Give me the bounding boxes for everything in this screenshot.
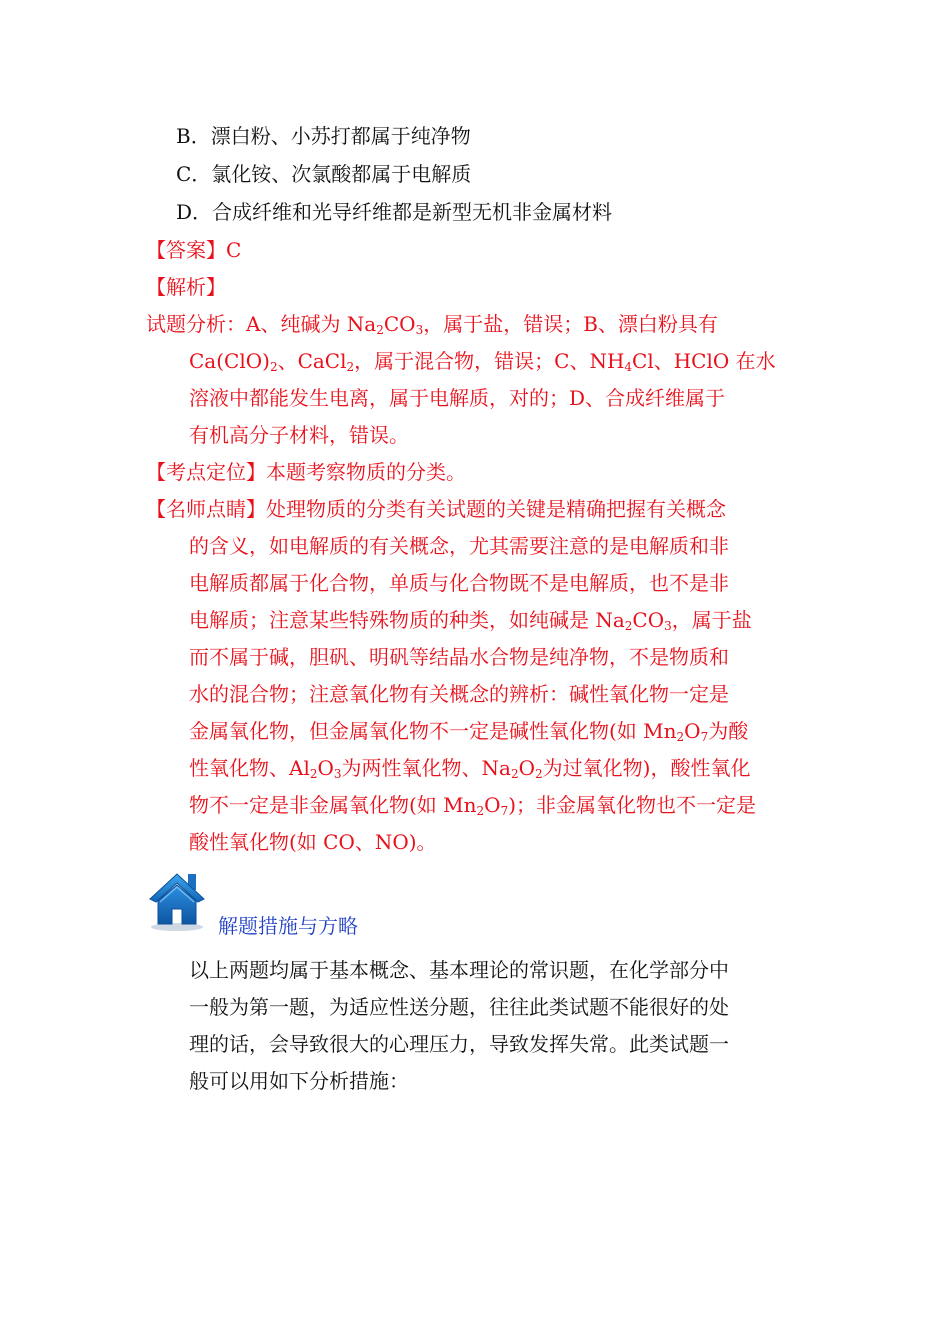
home-icon: [146, 866, 208, 932]
option-d: D．合成纤维和光导纤维都是新型无机非金属材料: [176, 200, 613, 224]
body-line-4: 般可以用如下分析措施：: [189, 1069, 409, 1093]
option-b: B．漂白粉、小苏打都属于纯净物: [176, 124, 471, 148]
mingshi-line-8: 性氧化物、$Al_2O_3$为两性氧化物、$Na_2O_2$为过氧化物)，酸性氧化: [189, 756, 751, 781]
analysis-label: 【解析】: [146, 275, 226, 299]
mingshi-line-10: 酸性氧化物(如 CO、NO)。: [189, 830, 437, 854]
mingshi-line-4: 电解质；注意某些特殊物质的种类，如纯碱是 $Na_2CO_3$，属于盐: [189, 608, 752, 633]
kaodian-line: 【考点定位】本题考察物质的分类。: [146, 460, 466, 484]
answer-line: [146, 236, 241, 264]
option-c: C．氯化铵、次氯酸都属于电解质: [176, 162, 472, 186]
answer-label: 【答案】: [146, 238, 226, 262]
mingshi-line-1: 【名师点睛】处理物质的分类有关试题的关键是精确把握有关概念: [146, 497, 726, 521]
body-line-2: 一般为第一题，为适应性送分题，往往此类试题不能很好的处: [189, 995, 729, 1019]
mingshi-line-2: 的含义，如电解质的有关概念，尤其需要注意的是电解质和非: [189, 534, 729, 558]
answer-value: C: [226, 238, 242, 262]
analysis-line-2: $Ca(ClO)_2$、CaCl$_2$，属于混合物，错误；C、$NH_4Cl$、HClO 在水: [189, 349, 776, 374]
mingshi-line-3: 电解质都属于化合物，单质与化合物既不是电解质，也不是非: [189, 571, 729, 595]
section-title: 解题措施与方略: [218, 914, 358, 938]
analysis-line-4: 有机高分子材料，错误。: [189, 423, 409, 447]
body-line-1: 以上两题均属于基本概念、基本理论的常识题，在化学部分中: [189, 958, 729, 982]
body-line-3: 理的话，会导致很大的心理压力，导致发挥失常。此类试题一: [189, 1032, 729, 1056]
mingshi-line-9: 物不一定是非金属氧化物(如 $Mn_2O_7$)；非金属氧化物也不一定是: [189, 793, 757, 818]
analysis-line-1: 试题分析：A、纯碱为 $Na_2CO_3$，属于盐，错误；B、漂白粉具有: [146, 312, 718, 337]
mingshi-line-6: 水的混合物；注意氧化物有关概念的辨析：碱性氧化物一定是: [189, 682, 729, 706]
analysis-line-3: 溶液中都能发生电离，属于电解质，对的；D、合成纤维属于: [189, 386, 726, 410]
mingshi-line-7: 金属氧化物，但金属氧化物不一定是碱性氧化物(如 $Mn_2O_7$为酸: [189, 719, 749, 744]
mingshi-line-5: 而不属于碱，胆矾、明矾等结晶水合物是纯净物，不是物质和: [189, 645, 729, 669]
